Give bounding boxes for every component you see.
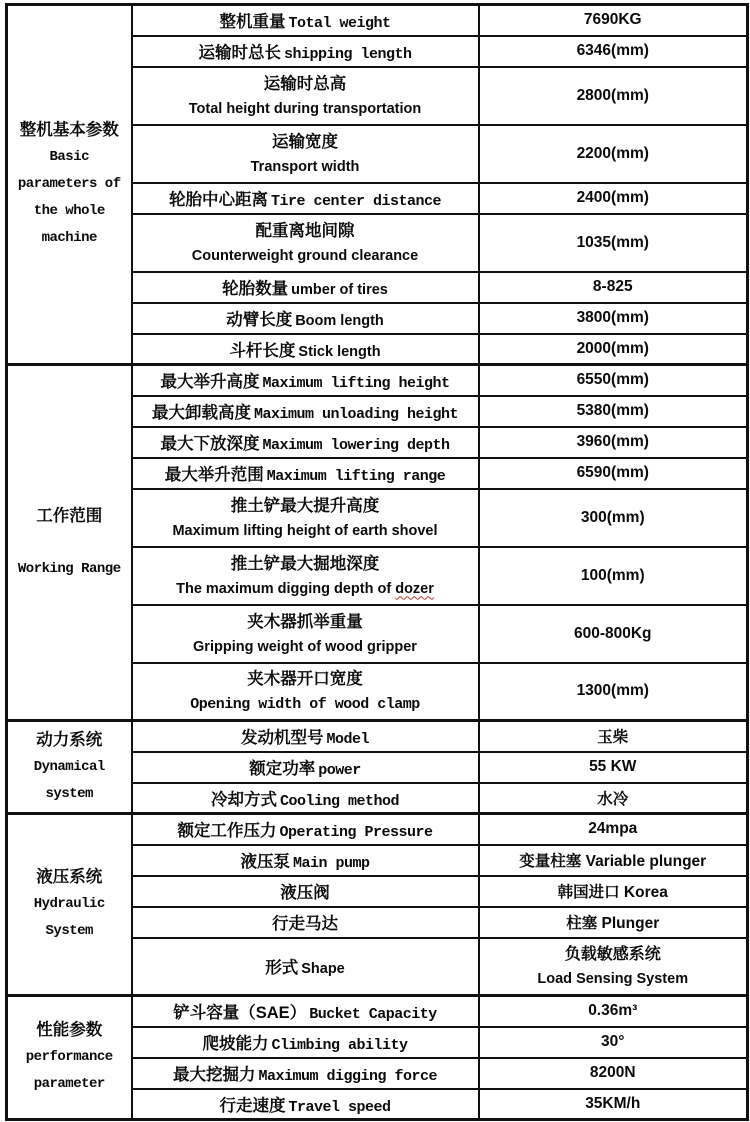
- category-label-en: Basic parameters of the whole machine: [17, 149, 121, 246]
- param-label-zh: 斗杆长度: [229, 341, 296, 360]
- value-cell: [479, 125, 748, 183]
- category-cell: [7, 814, 132, 996]
- value-text: 2200(mm): [576, 144, 649, 162]
- param-label-en-text: Maximum lifting height of earth shovel: [172, 522, 438, 539]
- param-label-en: Tire center distance: [270, 193, 442, 210]
- param-label-en-text: Gripping weight of wood gripper: [193, 638, 417, 655]
- param-cell: [132, 458, 479, 489]
- param-label-zh: 最大举升高度: [160, 373, 260, 392]
- value-cell: [479, 396, 748, 427]
- param-label-en: [135, 636, 476, 659]
- category-cell: [7, 365, 132, 721]
- param-label-zh: 最大下放深度: [160, 435, 260, 453]
- param-label-zh: 最大卸载高度: [151, 404, 251, 422]
- value-cell: [479, 814, 748, 845]
- param-cell: [132, 214, 479, 272]
- spec-table: [5, 3, 749, 1121]
- param-cell: [132, 938, 479, 996]
- value-text: 300(mm): [580, 508, 645, 526]
- category-label-zh: 性能参数: [36, 1021, 103, 1039]
- param-label-en: Model: [326, 731, 369, 749]
- param-label-en: power: [318, 762, 361, 779]
- value-text: 柱塞 Plunger: [566, 915, 660, 932]
- category-label-zh: 工作范围: [36, 506, 103, 525]
- value-cell: [479, 214, 748, 272]
- param-label-en-squiggle: dozer: [395, 580, 434, 597]
- param-cell: [132, 5, 479, 36]
- param-cell: [132, 605, 479, 663]
- param-cell: [132, 427, 479, 458]
- value-text: 6550(mm): [576, 371, 649, 389]
- value-text: 8-825: [592, 278, 633, 295]
- param-label-zh: 冷却方式: [210, 790, 277, 809]
- param-label-en-text: Opening width of wood clamp: [190, 696, 420, 714]
- param-label-zh: 运输时总高: [263, 74, 347, 93]
- value-text: 变量柱塞 Variable plunger: [519, 853, 707, 870]
- value-cell: [479, 1089, 748, 1120]
- value-text: 3800(mm): [576, 309, 649, 326]
- param-label-en-text: The maximum digging depth of: [176, 580, 396, 597]
- param-label-en-text: Counterweight ground clearance: [191, 247, 419, 264]
- param-label-zh: 动臂长度: [226, 311, 293, 329]
- param-label-en: [135, 693, 476, 716]
- param-cell: [132, 1089, 479, 1120]
- param-label-en: Main pump: [292, 855, 370, 872]
- param-label-en: [135, 578, 476, 601]
- param-label-en: Maximum lifting range: [266, 468, 446, 485]
- param-label-zh: 额定工作压力: [177, 822, 277, 841]
- value-text: 6590(mm): [576, 464, 649, 481]
- category-cell: [7, 721, 132, 814]
- param-cell: [132, 845, 479, 876]
- spec-table-body: [7, 5, 748, 1120]
- param-label-zh: 推土铲最大掘地深度: [230, 554, 380, 573]
- value-cell: [479, 938, 748, 996]
- param-label-en: [135, 98, 476, 121]
- param-cell: [132, 303, 479, 334]
- value-text: 7690KG: [583, 11, 642, 29]
- param-label-en: Cooling method: [279, 792, 400, 810]
- value-text: 55 KW: [589, 758, 637, 775]
- param-cell: [132, 396, 479, 427]
- value-cell: [479, 427, 748, 458]
- value-cell: [479, 67, 748, 125]
- param-label-en: Operating Pressure: [279, 824, 433, 842]
- value-line-2: Load Sensing System: [537, 970, 689, 987]
- param-label-en: shipping length: [283, 46, 412, 63]
- table-row: [7, 721, 748, 752]
- param-label-en: [135, 156, 476, 179]
- param-label-zh: 整机重量: [219, 13, 286, 32]
- param-cell: [132, 814, 479, 845]
- value-text: 30°: [601, 1033, 625, 1050]
- value-text: 1300(mm): [576, 682, 649, 700]
- value-cell: [479, 783, 748, 814]
- param-label-en: Boom length: [295, 313, 384, 329]
- param-cell: [132, 67, 479, 125]
- param-label-en: Travel speed: [288, 1098, 391, 1116]
- value-text: 6346(mm): [576, 42, 649, 59]
- table-row: [7, 996, 748, 1027]
- value-text: 35KM/h: [585, 1094, 641, 1112]
- value-text: 韩国进口 Korea: [557, 884, 668, 901]
- param-label-en: umber of tires: [291, 282, 388, 298]
- param-cell: [132, 783, 479, 814]
- param-label-en: [135, 245, 476, 268]
- value-cell: [479, 489, 748, 547]
- category-label-zh: 整机基本参数: [19, 121, 119, 139]
- param-label-zh: 形式: [265, 959, 299, 978]
- param-label-zh: 发动机型号: [240, 729, 324, 748]
- param-cell: [132, 1027, 479, 1058]
- param-cell: [132, 1058, 479, 1089]
- value-text: 1035(mm): [576, 233, 649, 251]
- value-text: 2000(mm): [576, 339, 649, 357]
- param-cell: [132, 36, 479, 67]
- param-label-zh: 夹木器抓举重量: [247, 612, 363, 631]
- param-label-en-text: Total height during transportation: [188, 100, 422, 117]
- param-label-zh: 液压泵: [240, 853, 290, 871]
- value-text: 水冷: [597, 790, 629, 808]
- param-cell: [132, 876, 479, 907]
- param-label-en: Shape: [301, 961, 345, 978]
- category-cell: [7, 996, 132, 1120]
- value-text: 5380(mm): [576, 402, 649, 419]
- param-label-en: Bucket Capacity: [309, 1006, 437, 1024]
- param-cell: [132, 752, 479, 783]
- param-cell: [132, 663, 479, 721]
- table-row: [7, 365, 748, 396]
- value-text: 24mpa: [588, 820, 638, 838]
- param-label-en: Maximum lifting height: [262, 375, 450, 393]
- value-cell: [479, 272, 748, 303]
- value-cell: [479, 183, 748, 214]
- category-cell: [7, 5, 132, 365]
- value-cell: [479, 365, 748, 396]
- category-label-en: Working Range: [17, 560, 121, 577]
- value-cell: [479, 876, 748, 907]
- category-label-zh: 液压系统: [36, 868, 103, 886]
- category-label-zh: 动力系统: [36, 730, 103, 749]
- param-cell: [132, 272, 479, 303]
- param-label-zh: 液压阀: [280, 884, 330, 902]
- value-text: 8200N: [589, 1064, 636, 1081]
- value-cell: [479, 907, 748, 938]
- param-label-zh: 爬坡能力: [202, 1035, 269, 1053]
- param-label-zh: 配重离地间隙: [255, 221, 355, 240]
- param-cell: [132, 334, 479, 365]
- param-label-en: Maximum digging force: [258, 1068, 438, 1085]
- value-cell: [479, 458, 748, 489]
- value-line-1: 负载敏感系统: [564, 945, 661, 963]
- value-text: 玉柴: [597, 729, 629, 747]
- value-cell: [479, 1027, 748, 1058]
- param-label-zh: 铲斗容量（SAE）: [173, 1004, 307, 1023]
- value-text: 2800(mm): [576, 86, 649, 104]
- param-cell: [132, 489, 479, 547]
- param-label-zh: 运输时总长: [198, 44, 281, 62]
- param-label-zh: 推土铲最大提升高度: [230, 496, 380, 515]
- param-label-en: Maximum unloading height: [253, 406, 459, 423]
- param-label-en: Stick length: [298, 343, 381, 360]
- param-label-zh: 行走速度: [219, 1096, 286, 1115]
- param-cell: [132, 183, 479, 214]
- value-cell: [479, 721, 748, 752]
- value-cell: [479, 1058, 748, 1089]
- param-label-en-text: Transport width: [250, 158, 360, 175]
- param-label-zh: 轮胎中心距离: [168, 191, 268, 209]
- param-cell: [132, 721, 479, 752]
- value-cell: [479, 605, 748, 663]
- table-row: [7, 5, 748, 36]
- param-label-en: Maximum lowering depth: [262, 437, 450, 454]
- value-cell: [479, 303, 748, 334]
- param-cell: [132, 365, 479, 396]
- value-cell: [479, 547, 748, 605]
- param-label-zh: 最大举升范围: [164, 466, 264, 484]
- param-label-zh: 额定功率: [249, 760, 316, 778]
- value-text: 600-800Kg: [573, 624, 652, 642]
- value-text: 2400(mm): [576, 189, 649, 206]
- param-cell: [132, 996, 479, 1027]
- param-label-zh: 运输宽度: [272, 132, 338, 151]
- value-cell: [479, 334, 748, 365]
- param-cell: [132, 907, 479, 938]
- param-label-en: Total weight: [288, 15, 391, 33]
- category-label-en: performance parameter: [25, 1049, 113, 1092]
- category-label-en: Dynamical system: [33, 758, 105, 802]
- value-cell: [479, 752, 748, 783]
- value-text: 100(mm): [580, 566, 645, 584]
- param-label-en: [135, 520, 476, 543]
- value-text: 3960(mm): [576, 433, 649, 450]
- table-row: [7, 814, 748, 845]
- value-cell: [479, 36, 748, 67]
- param-cell: [132, 547, 479, 605]
- value-cell: [479, 996, 748, 1027]
- param-cell: [132, 125, 479, 183]
- param-label-en: Climbing ability: [271, 1037, 408, 1054]
- param-label-zh: 行走马达: [272, 915, 338, 933]
- value-cell: [479, 5, 748, 36]
- value-cell: [479, 845, 748, 876]
- param-label-zh: 最大挖掘力: [172, 1066, 256, 1084]
- value-cell: [479, 663, 748, 721]
- value-text: 0.36m³: [588, 1002, 638, 1020]
- param-label-zh: 轮胎数量: [222, 280, 289, 298]
- category-label-en: Hydraulic System: [33, 896, 105, 939]
- param-label-zh: 夹木器开口宽度: [247, 670, 363, 689]
